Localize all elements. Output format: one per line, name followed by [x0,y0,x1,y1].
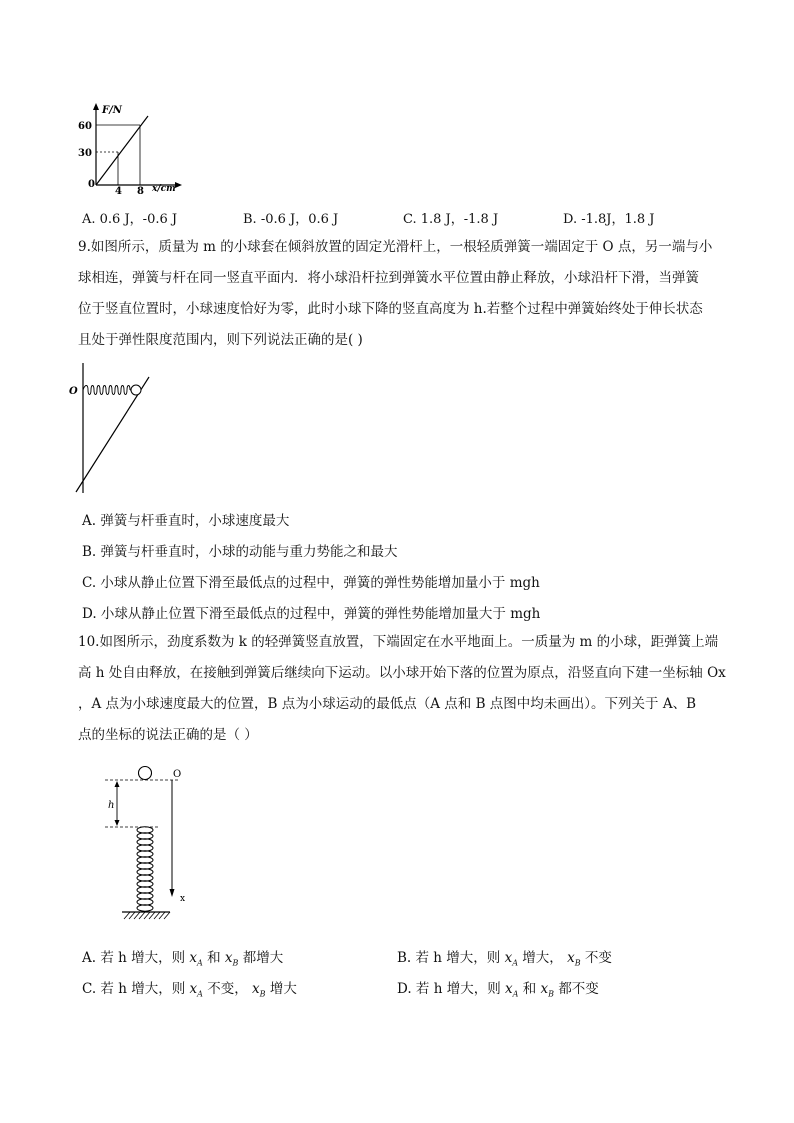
origin-label: 0 [88,179,95,190]
vertical-spring [137,827,153,911]
q9-line-4: 且处于弹性限度范围内，则下列说法正确的是( ) [78,332,363,348]
q10-line-4: 点的坐标的说法正确的是（ ） [78,727,258,743]
q10-option-c[interactable] [82,977,297,999]
x-b-symbol: $x_B$ [224,950,239,968]
q10-line-3: ，A 点为小球速度最大的位置，B 点为小球运动的最低点（A 点和 B 点图中均未画出）。下列关于 A、B [78,696,697,712]
q10-option-d[interactable] [397,977,599,999]
q9-option-d[interactable]: D. 小球从静止位置下滑至最低点的过程中，弹簧的弹性势能增加量大于 mgh [82,606,541,622]
opt-b-text-2: 增大， [522,950,563,966]
q9-option-b[interactable]: B. 弹簧与杆垂直时，小球的动能与重力势能之和最大 [82,544,398,560]
opt-a-text-1: A. 若 h 增大，则 [82,950,186,966]
opt-b-text-3: 不变 [584,950,612,966]
ball [139,767,152,780]
opt-b-text-1: B. 若 h 增大，则 [397,950,501,966]
q9-stem [78,232,728,356]
q9-line-1: 9.如图所示，质量为 m 的小球套在倾斜放置的固定光滑杆上，一根轻质弹簧一端固定于 O 点，另一端与小 [78,239,713,255]
spring-coil [83,386,130,395]
q10-vertical-spring-figure [100,760,210,925]
y-tick-30: 30 [78,148,92,159]
q10-option-a[interactable] [82,946,283,968]
x-a-symbol: $x_A$ [189,981,203,999]
x-b-symbol: $x_B$ [567,950,581,968]
opt-d-text-2: 和 [522,981,537,997]
opt-c-text-2: 不变， [207,981,248,997]
opt-d-text-1: D. 若 h 增大，则 [397,981,501,997]
y-axis-label: F/N [102,105,122,116]
x-tick-4: 4 [115,186,122,195]
point-o-label: O [69,386,78,397]
q9-line-2: 球相连，弹簧与杆在同一竖直平面内．将小球沿杆拉到弹簧水平位置由静止释放，小球沿杆下滑，当弹簧 [78,270,699,286]
x-a-symbol: $x_A$ [504,950,518,968]
q9-option-a[interactable]: A. 弹簧与杆垂直时，小球速度最大 [82,513,290,529]
x-b-symbol: $x_B$ [540,981,555,999]
q8-option-c[interactable]: C. 1.8 J，-1.8 J [403,212,499,227]
q8-option-b[interactable]: B. -0.6 J，0.6 J [243,212,339,227]
q9-spring-rod-figure [66,360,166,500]
q8-option-a[interactable]: A. 0.6 J，-0.6 J [82,212,178,227]
q10-line-1: 10.如图所示，劲度系数为 k 的轻弹簧竖直放置，下端固定在水平地面上。一质量为 m 的小球，距弹簧上端 [78,634,719,650]
q9-option-c[interactable]: C. 小球从静止位置下滑至最低点的过程中，弹簧的弹性势能增加量小于 mgh [82,575,540,591]
x-b-symbol: $x_B$ [252,981,266,999]
opt-d-text-3: 都不变 [558,981,599,997]
q9-line-3: 位于竖直位置时，小球速度恰好为零，此时小球下降的竖直高度为 h.若整个过程中弹簧始终处于伸长状态 [78,301,703,317]
axis-x-label: x [180,894,186,904]
q10-line-2: 高 h 处自由释放，在接触到弹簧后继续向下运动。以小球开始下落的位置为原点，沿竖直向下建一坐标轴 Ox [78,665,726,681]
opt-a-text-2: 和 [207,950,221,966]
y-tick-60: 60 [78,121,92,132]
x-tick-8: 8 [137,186,144,195]
x-axis-label: x/cm [152,184,176,194]
height-label: h [108,800,115,811]
q10-stem [78,627,728,751]
axis-origin-label: O [173,769,182,780]
opt-c-text-3: 增大 [269,981,297,997]
q8-option-d[interactable]: D. -1.8J，1.8 J [563,212,655,227]
force-displacement-graph [78,100,188,195]
opt-c-text-1: C. 若 h 增大，则 [82,981,186,997]
q10-option-b[interactable] [397,946,612,968]
opt-a-text-3: 都增大 [242,950,284,966]
ball [131,385,141,395]
x-a-symbol: $x_A$ [189,950,203,968]
x-a-symbol: $x_A$ [505,981,519,999]
